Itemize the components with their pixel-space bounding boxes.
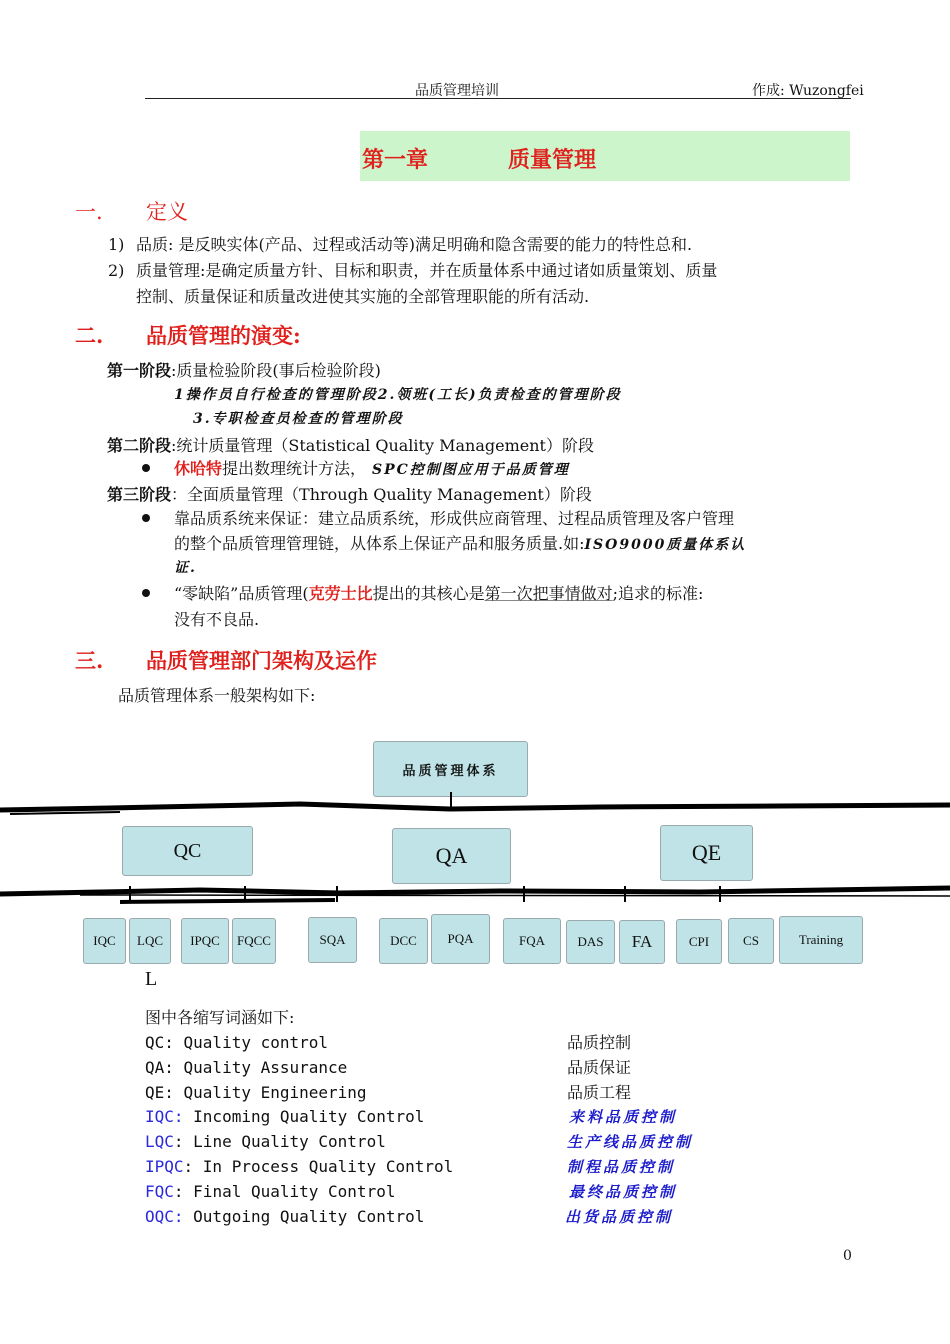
header-rule	[145, 98, 851, 99]
org-leaf-fqcc: FQCC	[232, 918, 276, 964]
crosby-name: 克劳士比	[308, 584, 373, 603]
stage1-sub2: 3.专职检查员检查的管理阶段	[193, 411, 404, 427]
stage3-b2-post: ;追求的标准:	[612, 584, 704, 603]
abbr-value: : Line Quality Control	[173, 1132, 386, 1152]
sec1-item1-text: 品质: 是反映实体(产品、过程或活动等)满足明确和隐含需要的能力的特性总和.	[136, 235, 693, 254]
sec1-item1-num: 1)	[108, 235, 125, 254]
abbr-zh: 制程品质控制	[567, 1157, 676, 1176]
org-leaf-training: Training	[779, 916, 863, 964]
stage2-bullet	[174, 456, 570, 483]
sec1-item2-cont: 控制、质量保证和质量改进使其实施的全部管理职能的所有活动.	[136, 287, 590, 306]
bullet-icon	[142, 514, 150, 522]
abbr-row	[145, 1031, 453, 1056]
abbr-value: Incoming Quality Control	[183, 1107, 425, 1127]
abbr-key: FQC	[145, 1181, 174, 1201]
abbr-intro: 图中各缩写词涵如下:	[145, 1008, 295, 1027]
abbr-key: IQC:	[145, 1107, 184, 1127]
org-leaf-dcc: DCC	[379, 918, 428, 964]
abbr-value: : Quality control	[164, 1033, 329, 1052]
stage3-b1-line3: 证.	[174, 560, 197, 576]
abbr-zh: 品质保证	[567, 1057, 632, 1077]
stage2-bullet-text: 提出数理统计方法，	[222, 459, 367, 478]
chapter-title: 质量管理	[508, 147, 597, 173]
abbr-row	[145, 1155, 453, 1180]
stage3-line	[107, 482, 592, 508]
bullet-icon	[142, 464, 150, 472]
stage3-b1-line2: 的整个品质管理管理链，从体系上保证产品和服务质量.如:	[174, 534, 585, 553]
sec1-number: 一.	[75, 200, 103, 224]
org-leaf-cs: CS	[728, 918, 774, 964]
bullet-icon	[142, 589, 150, 597]
stage3-b1-ital: ISO9000质量体系认	[584, 537, 747, 553]
stage2-text: :统计质量管理（Statistical Quality Management）阶段	[171, 436, 594, 455]
abbr-row	[145, 1205, 453, 1230]
abbr-zh: 品质控制	[567, 1033, 632, 1052]
stage3-b2-pre: “零缺陷”品质管理(	[174, 584, 309, 603]
org-leaf-ipqc: IPQC	[181, 918, 229, 964]
org-qc-box: QC	[122, 826, 253, 876]
abbr-zh: 出货品质控制	[565, 1207, 674, 1226]
stage1-text: :质量检验阶段(事后检验阶段)	[171, 361, 381, 380]
abbr-key: OQC:	[145, 1206, 184, 1226]
abbr-value: : Final Quality Control	[173, 1181, 396, 1201]
stage1-line	[107, 358, 381, 384]
sec1-item2-num: 2)	[108, 261, 125, 280]
org-qa-box: QA	[392, 828, 511, 884]
org-leaf-cpi: CPI	[676, 919, 722, 964]
stage1-sub1: 1操作员自行检查的管理阶段2.领班(工长)负责检查的管理阶段	[174, 387, 622, 403]
stage3-b2-mid: 提出的其核心是	[372, 584, 485, 603]
abbr-row	[145, 1056, 453, 1081]
stage3-b2-line1	[174, 581, 703, 607]
sec3-intro: 品质管理体系一般架构如下:	[118, 686, 316, 705]
stage3-text: ：全面质量管理（Through Quality Management）阶段	[171, 485, 592, 504]
chapter-number: 第一章	[362, 147, 429, 173]
chapter-banner	[360, 131, 850, 181]
abbr-value: : In Process Quality Control	[183, 1156, 454, 1176]
sec3-number: 三.	[75, 648, 104, 673]
sec1-title: 定义	[146, 200, 188, 224]
abbr-zh: 品质工程	[567, 1082, 632, 1102]
abbr-row	[145, 1130, 453, 1155]
page-number: 0	[843, 1248, 852, 1264]
sec2-title: 品质管理的演变:	[146, 323, 301, 348]
abbr-value: Outgoing Quality Control	[183, 1206, 425, 1226]
org-leaf-das: DAS	[566, 920, 615, 964]
org-leaf-fqa: FQA	[503, 918, 561, 964]
sec2-number: 二.	[75, 323, 104, 348]
abbr-zh: 生产线品质控制	[567, 1133, 694, 1152]
org-leaf-fa: FA	[619, 920, 665, 964]
abbr-zh: 来料品质控制	[569, 1108, 678, 1127]
abbr-key: LQC	[145, 1132, 174, 1152]
abbr-list	[145, 1031, 453, 1229]
abbr-row	[145, 1105, 453, 1130]
sec3-title: 品质管理部门架构及运作	[146, 648, 377, 673]
abbr-value: : Quality Engineering	[164, 1082, 367, 1102]
abbr-row	[145, 1180, 453, 1205]
org-leaf-pqa: PQA	[431, 914, 490, 964]
stage3-b1-line2-wrap	[174, 531, 746, 558]
header-title: 品质管理培训	[415, 83, 499, 99]
stage2-label: 第二阶段	[107, 436, 172, 455]
org-qe-box: QE	[660, 825, 753, 881]
org-leaf-lqc: LQC	[129, 918, 171, 964]
stage3-label: 第三阶段	[107, 485, 172, 504]
abbr-key: QC	[145, 1033, 165, 1052]
stage3-b1-line1: 靠品质系统来保证：建立品质系统，形成供应商管理、过程品质管理及客户管理	[174, 509, 735, 528]
stage1-label: 第一阶段	[107, 361, 172, 380]
stage3-b2-line2: 没有不良品.	[174, 610, 260, 629]
sec1-item2-text: 质量管理:是确定质量方针、目标和职责，并在质量体系中通过诸如质量策划、质量	[136, 261, 718, 280]
org-stray-letter: L	[145, 968, 158, 990]
abbr-key: IPQC	[145, 1156, 184, 1176]
org-leaf-iqc: IQC	[83, 918, 126, 964]
abbr-key: QE	[145, 1082, 165, 1102]
shewhart-name: 休哈特	[174, 459, 223, 478]
org-top-box: 品质管理体系	[373, 741, 528, 797]
org-leaf-sqa: SQA	[308, 917, 357, 963]
abbr-chinese-list	[567, 1031, 693, 1229]
header-author: 作成: Wuzongfei	[752, 83, 864, 99]
stage3-b2-underline: 第一次把事情做对	[484, 584, 613, 603]
stage2-bullet-ital: SPC控制图应用于品质管理	[372, 462, 570, 478]
abbr-zh: 最终品质控制	[569, 1182, 678, 1201]
abbr-value: : Quality Assurance	[164, 1057, 348, 1077]
abbr-row	[145, 1081, 453, 1106]
abbr-key: QA	[145, 1057, 165, 1077]
